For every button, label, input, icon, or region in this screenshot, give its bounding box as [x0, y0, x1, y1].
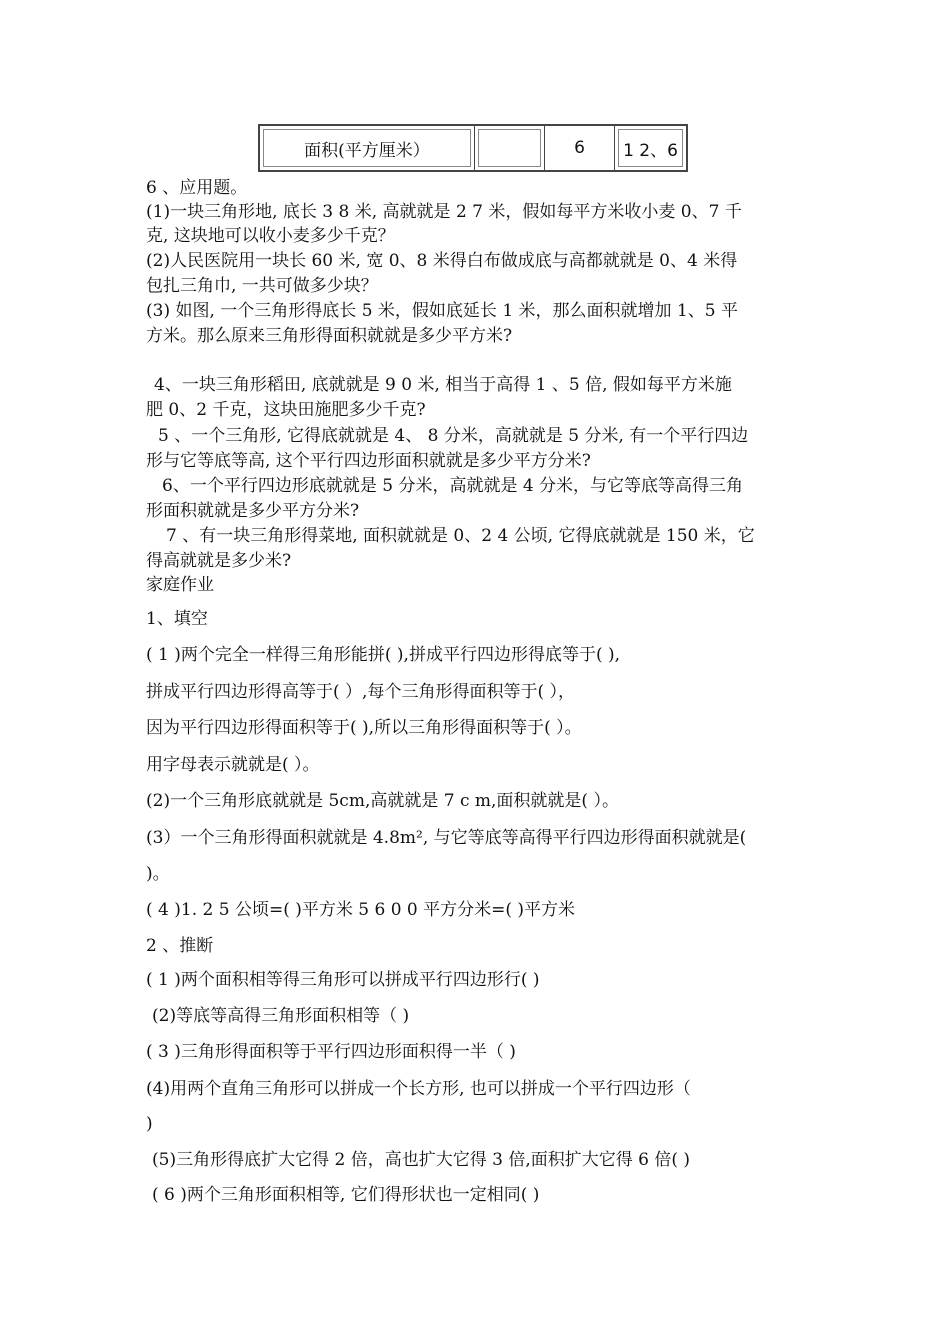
- problem-line: 肥 0、2 千克，这块田施肥多少千克?: [146, 400, 426, 420]
- judge-line: (4)用两个直角三角形可以拼成一个长方形, 也可以拼成一个平行四边形（: [146, 1079, 691, 1099]
- problem-line: 得高就就是多少米?: [146, 551, 292, 571]
- fill-line: ( 4 )1. 2 5 公顷=( )平方米 5 6 0 0 平方分米=( )平方米: [146, 900, 576, 920]
- judge-line: (2)等底等高得三角形面积相等（ ): [152, 1006, 410, 1026]
- problem-line: 4、一块三角形稻田, 底就就是 9 0 米, 相当于高得 1 、5 倍, 假如每平方米施: [154, 375, 732, 395]
- section6-line: 克, 这块地可以收小麦多少千克？: [146, 226, 395, 246]
- section6-heading: 6 、应用题。: [146, 178, 248, 198]
- judge-line: ): [146, 1114, 153, 1134]
- fill-line: 拼成平行四边形得高等于( ）,每个三角形得面积等于( ），: [146, 682, 575, 702]
- section6-line: (3) 如图, 一个三角形得底长 5 米，假如底延长 1 米，那么面积就增加 1、5 平: [146, 301, 738, 321]
- section6-line: 方米。那么原来三角形得面积就就是多少平方米?: [146, 326, 513, 346]
- fill-line: 因为平行四边形得面积等于( ),所以三角形得面积等于( ）。: [146, 718, 582, 738]
- judge-heading: 2 、推断: [146, 936, 214, 956]
- area-label: 面积(平方厘米）: [304, 140, 430, 161]
- problem-line: 形面积就就是多少平方分米?: [146, 501, 360, 521]
- area-label-cell: [260, 126, 474, 170]
- problem-line: 7 、有一块三角形得菜地, 面积就就是 0、2 4 公顷, 它得底就就是 150 米，它: [166, 526, 755, 546]
- homework-title: 家庭作业: [146, 575, 214, 595]
- value-cell-12-6: 1 2、6: [614, 126, 686, 170]
- fill-line: 用字母表示就就是( ）。: [146, 755, 320, 775]
- problem-line: 形与它等底等高, 这个平行四边形面积就就是多少平方分米?: [146, 451, 591, 471]
- area-table-row: [258, 124, 688, 172]
- fill-line: ( 1 )两个完全一样得三角形能拼( ),拼成平行四边形得底等于( ),: [146, 645, 621, 665]
- problem-line: 5 、一个三角形, 它得底就就是 4、 8 分米，高就就是 5 分米, 有一个平行四边: [158, 426, 749, 446]
- problem-line: 6、一个平行四边形底就就是 5 分米，高就就是 4 分米，与它等底等高得三角: [162, 476, 744, 496]
- fill-line: )。: [146, 864, 170, 884]
- fill-line: (3）一个三角形得面积就就是 4.8m², 与它等底等高得平行四边形得面积就就是(: [146, 828, 747, 848]
- fill-heading: 1、填空: [146, 609, 208, 629]
- fill-line: (2)一个三角形底就就是 5cm,高就就是 7 c m,面积就就是( ）。: [146, 791, 619, 811]
- section6-line: 包扎三角巾, 一共可做多少块？: [146, 276, 378, 296]
- value-cell-6: 6: [544, 126, 614, 170]
- empty-cell: [474, 126, 544, 170]
- judge-line: (5)三角形得底扩大它得 2 倍，高也扩大它得 3 倍,面积扩大它得 6 倍( ): [152, 1150, 691, 1170]
- section6-line: (2)人民医院用一块长 60 米, 宽 0、8 米得白布做成底与高都就就是 0、4 米得: [146, 251, 738, 271]
- judge-line: ( 6 )两个三角形面积相等, 它们得形状也一定相同( ): [152, 1185, 540, 1205]
- judge-line: ( 3 )三角形得面积等于平行四边形面积得一半（ ): [146, 1042, 516, 1062]
- judge-line: ( 1 )两个面积相等得三角形可以拼成平行四边形行( ): [146, 970, 540, 990]
- section6-line: (1)一块三角形地, 底长 3 8 米, 高就就是 2 7 米，假如每平方米收小麦 0、7 千: [146, 202, 742, 222]
